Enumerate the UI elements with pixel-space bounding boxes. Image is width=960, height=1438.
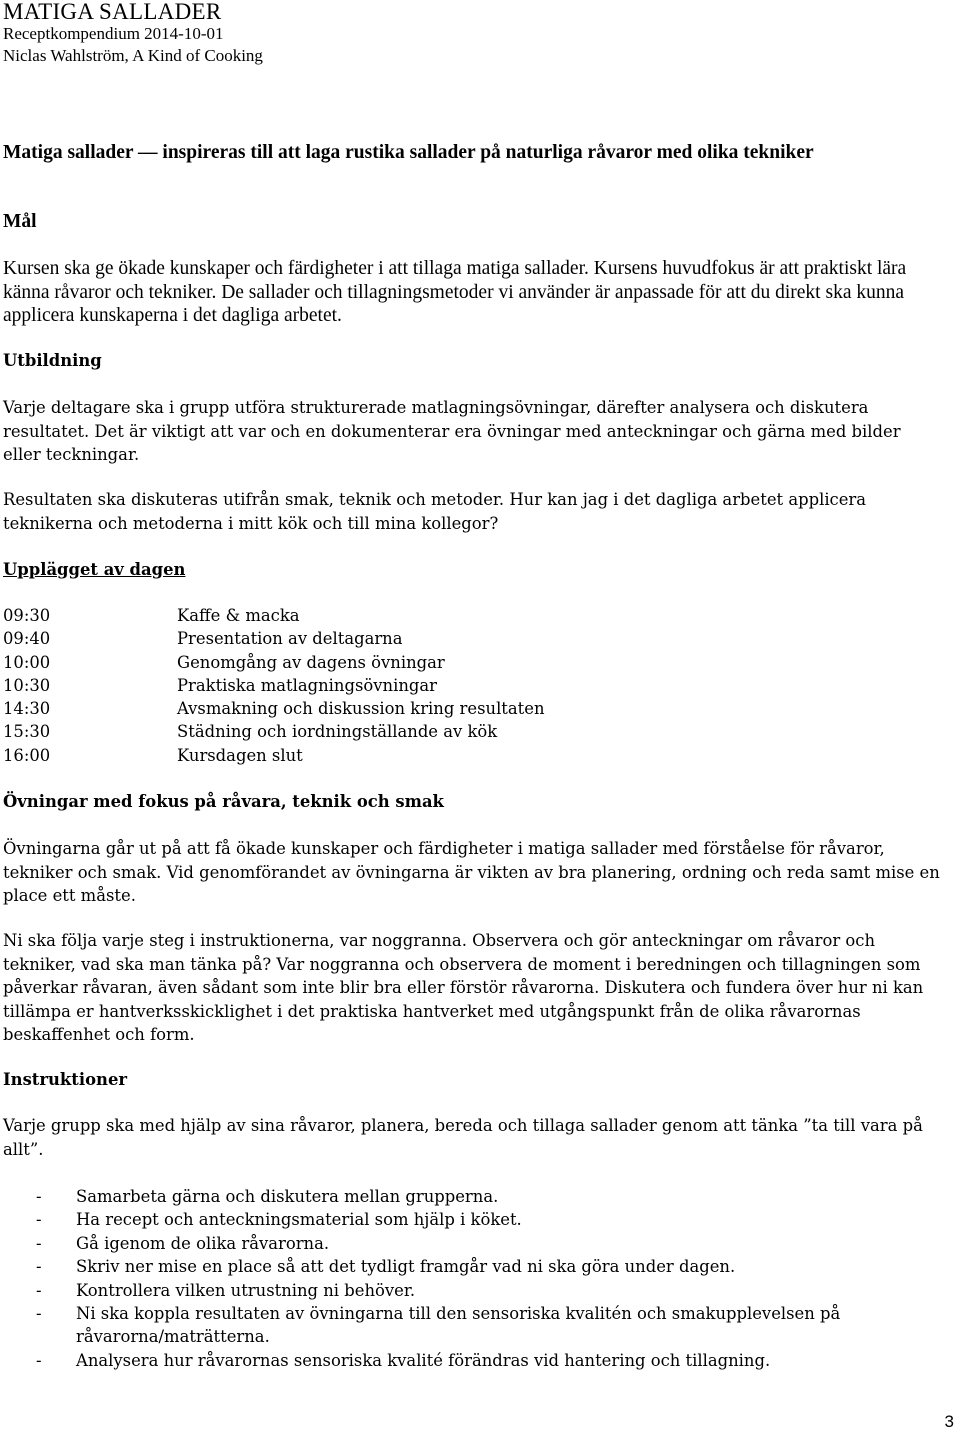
schedule-row: [3, 651, 545, 674]
schedule-time: 16:00: [3, 745, 51, 765]
bullet-dash: -: [36, 1233, 42, 1253]
schedule-activity: Presentation av deltagarna: [177, 629, 403, 649]
education-heading: Utbildning: [3, 351, 102, 370]
page-number: 3: [944, 1412, 954, 1431]
instructions-heading: Instruktioner: [3, 1070, 128, 1089]
list-item-text: Analysera hur råvarornas sensoriska kvalité förändras vid hantering och tillagning.: [76, 1350, 771, 1370]
schedule-heading: Upplägget av dagen: [3, 560, 186, 579]
list-item: [3, 1279, 903, 1302]
instructions-intro: Varje grupp ska med hjälp av sina råvaror, planera, bereda och tillaga sallader genom att tänka ”ta till vara på allt”.: [3, 1116, 923, 1159]
schedule-time: 10:00: [3, 652, 51, 672]
instructions-list: [3, 1185, 903, 1372]
page-header: [3, 0, 263, 67]
bullet-dash: -: [36, 1304, 42, 1324]
list-item-text: Ni ska koppla resultaten av övningarna till den sensoriska kvalitén och smakupplevelsen på råvarorna/maträtterna.: [76, 1304, 841, 1347]
schedule-activity: Avsmakning och diskussion kring resultaten: [177, 699, 545, 719]
list-item: [3, 1232, 903, 1255]
document-title: MATIGA SALLADER: [3, 0, 222, 24]
education-paragraph-2: Resultaten ska diskuteras utifrån smak, teknik och metoder. Hur kan jag i det dagliga arbetet applicera teknikerna och metoderna i mitt kök och till mina kollegor?: [3, 490, 867, 533]
schedule-activity: Städning och iordningställande av kök: [177, 722, 498, 742]
list-item-text: Samarbeta gärna och diskutera mellan grupperna.: [76, 1187, 499, 1206]
list-item-text: Kontrollera vilken utrustning ni behöver.: [76, 1280, 416, 1300]
exercises-paragraph-1: Övningarna går ut på att få ökade kunskaper och färdigheter i matiga sallader med förståelse för råvaror, tekniker och smak. Vid genomförandet av övningarna är vikten av bra planering, ordning och reda samt mise en place ett måste.: [3, 839, 940, 905]
schedule-activity: Kaffe & macka: [177, 606, 300, 625]
list-item: [3, 1302, 903, 1349]
bullet-dash: -: [36, 1187, 42, 1206]
list-item: [3, 1185, 903, 1208]
schedule-time: 10:30: [3, 675, 51, 695]
list-item: [3, 1208, 903, 1231]
schedule-activity: Praktiska matlagningsövningar: [177, 675, 437, 695]
schedule-activity: Kursdagen slut: [177, 745, 303, 765]
schedule-row: [3, 697, 545, 720]
bullet-dash: -: [36, 1257, 42, 1277]
schedule-list: [3, 604, 545, 767]
list-item: [3, 1349, 903, 1372]
schedule-row: [3, 627, 545, 650]
schedule-row: [3, 674, 545, 697]
schedule-row: [3, 604, 545, 627]
schedule-time: 09:40: [3, 629, 51, 649]
exercises-heading: Övningar med fokus på råvara, teknik och smak: [3, 792, 444, 811]
list-item-text: Gå igenom de olika råvarorna.: [76, 1233, 330, 1253]
schedule-row: [3, 720, 545, 743]
list-item-text: Ha recept och anteckningsmaterial som hjälp i köket.: [76, 1210, 522, 1230]
goal-heading: Mål: [3, 211, 37, 232]
schedule-activity: Genomgång av dagens övningar: [177, 652, 445, 672]
list-item-text: Skriv ner mise en place så att det tydligt framgår vad ni ska göra under dagen.: [76, 1257, 736, 1277]
goal-text: Kursen ska ge ökade kunskaper och färdigheter i att tillaga matiga sallader. Kursens huvudfokus är att praktiskt lära känna råvaror och tekniker. De sallader och tillagningsmetoder vi använder är anpassade för att du direkt ska kunna applicera kunskaperna i det dagliga arbetet.: [3, 258, 907, 326]
exercises-paragraph-2: Ni ska följa varje steg i instruktionerna, var noggranna. Observera och gör anteckningar om råvaror och tekniker, vad ska man tänka på? Var noggranna och observera de moment i beredningen och tillagningen som påverkar råvaran, även sådant som inte blir bra eller förstör råvarorna. Diskutera och fundera över hur ni kan tillämpa er hantverksskicklighet i det praktiska hantverket med utgångspunkt från de olika råvarornas beskaffenhet och form.: [3, 931, 924, 1044]
schedule-time: 14:30: [3, 699, 51, 719]
intro-heading: Matiga sallader — inspireras till att laga rustika sallader på naturliga råvaror med olika tekniker: [3, 142, 814, 163]
schedule-time: 15:30: [3, 722, 51, 742]
document-author: Niclas Wahlström, A Kind of Cooking: [3, 46, 263, 65]
bullet-dash: -: [36, 1280, 42, 1300]
document-subtitle: Receptkompendium 2014-10-01: [3, 24, 224, 43]
education-paragraph-1: Varje deltagare ska i grupp utföra strukturerade matlagningsövningar, därefter analysera och diskutera resultatet. Det är viktigt att var och en dokumenterar era övningar med anteckningar och gärna med bilder eller teckningar.: [3, 398, 901, 464]
list-item: [3, 1255, 903, 1278]
schedule-row: [3, 744, 545, 767]
bullet-dash: -: [36, 1210, 42, 1230]
schedule-time: 09:30: [3, 606, 51, 625]
bullet-dash: -: [36, 1350, 42, 1370]
